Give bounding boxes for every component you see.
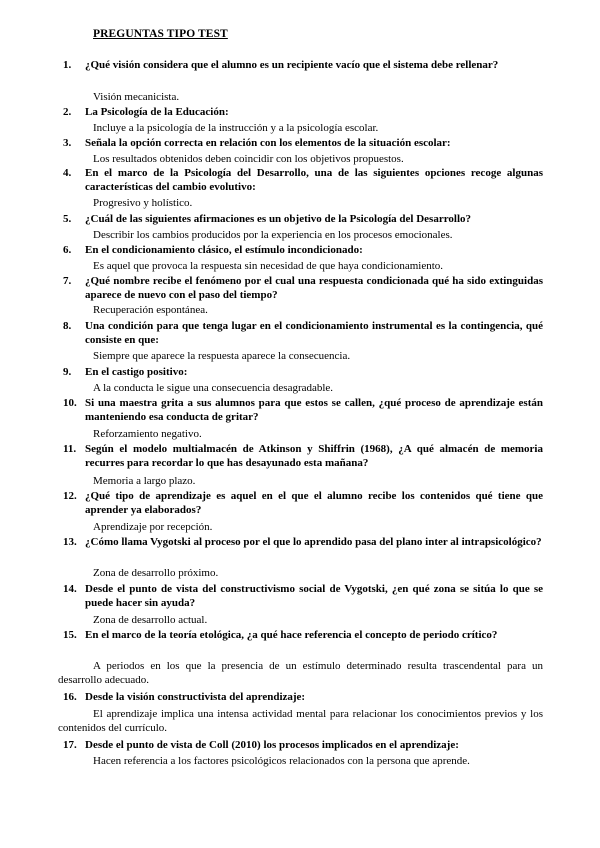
question-text: La Psicología de la Educación: <box>85 106 229 118</box>
question-number: 12. <box>63 490 77 502</box>
question-number: 8. <box>63 320 72 332</box>
answer-9: A la conducta le sigue una consecuencia desagradable. <box>93 382 334 394</box>
question-text: ¿Cuál de las siguientes afirmaciones es un objetivo de la Psicología del Desarrollo? <box>85 213 472 225</box>
question-15 <box>63 628 543 642</box>
question-12 <box>63 489 543 517</box>
answer-13: Zona de desarrollo próximo. <box>93 567 219 579</box>
question-number: 6. <box>63 244 72 256</box>
question-text: Desde el punto de vista de Coll (2010) los procesos implicados en el aprendizaje: <box>85 739 459 751</box>
question-16 <box>63 690 543 704</box>
question-number: 15. <box>63 629 77 641</box>
answer-14: Zona de desarrollo actual. <box>93 614 208 626</box>
question-text: Si una maestra grita a sus alumnos para que estos se callen, ¿qué proceso de aprendizaje están manteniendo esa conducta de gritar? <box>85 397 543 423</box>
question-number: 3. <box>63 137 72 149</box>
answer-4: Progresivo y holístico. <box>93 197 193 209</box>
answer-10: Reforzamiento negativo. <box>93 428 202 440</box>
question-number: 4. <box>63 167 72 179</box>
answer-2: Incluye a la psicología de la instrucción y a la psicología escolar. <box>93 122 379 134</box>
question-13 <box>63 535 543 549</box>
answer-12: Aprendizaje por recepción. <box>93 521 213 533</box>
question-text: ¿Qué visión considera que el alumno es un recipiente vacío que el sistema debe rellenar? <box>85 59 499 71</box>
question-text: Señala la opción correcta en relación con los elementos de la situación escolar: <box>85 137 451 149</box>
question-text: Desde el punto de vista del constructivismo social de Vygotski, ¿en qué zona se sitúa lo que se puede hacer sin ayuda? <box>85 583 543 609</box>
question-number: 17. <box>63 739 77 751</box>
question-text: Desde la visión constructivista del aprendizaje: <box>85 691 306 703</box>
question-6 <box>63 243 543 257</box>
question-number: 7. <box>63 275 72 287</box>
answer-15: A periodos en los que la presencia de un estímulo determinado resulta trascendental para un desarrollo adecuado. <box>58 660 543 686</box>
question-7 <box>63 274 543 302</box>
answer-1: Visión mecanicista. <box>93 91 180 103</box>
answer-17: Hacen referencia a los factores psicológicos relacionados con la persona que aprende. <box>93 755 470 767</box>
question-8 <box>63 319 543 347</box>
question-text: En el condicionamiento clásico, el estímulo incondicionado: <box>85 244 363 256</box>
answer-3: Los resultados obtenidos deben coincidir con los objetivos propuestos. <box>93 153 404 165</box>
question-3 <box>63 136 543 150</box>
question-number: 2. <box>63 106 72 118</box>
page-title: PREGUNTAS TIPO TEST <box>93 28 228 40</box>
question-number: 14. <box>63 583 77 595</box>
question-text: Una condición para que tenga lugar en el condicionamiento instrumental es la contingencia, qué consiste en que: <box>85 320 543 346</box>
answer-5: Describir los cambios producidos por la experiencia en los procesos emocionales. <box>93 229 453 241</box>
question-4 <box>63 166 543 194</box>
question-14 <box>63 582 543 610</box>
answer-8: Siempre que aparece la respuesta aparece la consecuencia. <box>93 350 351 362</box>
question-17 <box>63 738 543 752</box>
question-number: 11. <box>63 443 77 455</box>
question-number: 16. <box>63 691 77 703</box>
question-number: 1. <box>63 59 72 71</box>
question-text: En el marco de la Psicología del Desarrollo, una de las siguientes opciones recoge algunas características del cambio evolutivo: <box>85 167 543 193</box>
question-11 <box>63 442 543 470</box>
answer-7: Recuperación espontánea. <box>93 304 208 316</box>
question-text: ¿Qué nombre recibe el fenómeno por el cual una respuesta condicionada qué ha sido extinguidas aparece de nuevo con el paso del tiempo? <box>85 275 543 301</box>
question-number: 13. <box>63 536 77 548</box>
question-5 <box>63 212 543 226</box>
question-number: 10. <box>63 397 77 409</box>
answer-11: Memoria a largo plazo. <box>93 475 196 487</box>
question-1 <box>63 58 543 72</box>
answer-16: El aprendizaje implica una intensa actividad mental para relacionar los conocimientos previos y los contenidos del currículo. <box>58 708 543 734</box>
question-number: 5. <box>63 213 72 225</box>
question-text: ¿Cómo llama Vygotski al proceso por el que lo aprendido pasa del plano inter al intrapsicológico? <box>85 536 542 548</box>
question-text: Según el modelo multialmacén de Atkinson y Shiffrin (1968), ¿A qué almacén de memoria recurres para recordar lo que has desayunado esta mañana? <box>85 443 543 469</box>
question-9 <box>63 365 543 379</box>
question-number: 9. <box>63 366 72 378</box>
question-text: ¿Qué tipo de aprendizaje es aquel en el que el alumno recibe los contenidos qué tiene que aprender ya elaborados? <box>85 490 543 516</box>
question-2 <box>63 105 543 119</box>
question-10 <box>63 396 543 424</box>
question-text: En el marco de la teoría etológica, ¿a qué hace referencia el concepto de periodo crítico? <box>85 629 498 641</box>
answer-6: Es aquel que provoca la respuesta sin necesidad de que haya condicionamiento. <box>93 260 444 272</box>
question-text: En el castigo positivo: <box>85 366 188 378</box>
